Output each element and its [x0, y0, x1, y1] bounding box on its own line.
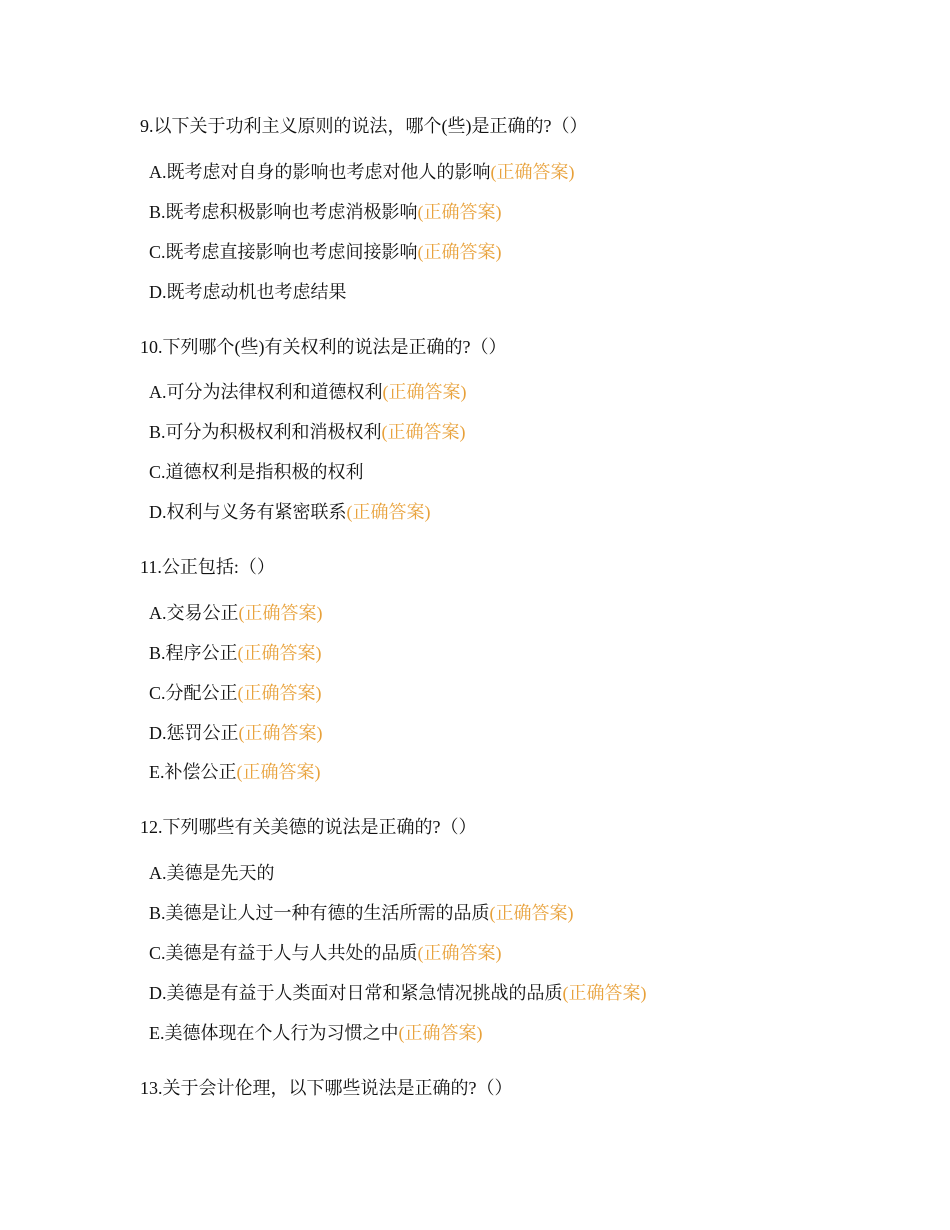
option-text: C.美德是有益于人与人共处的品质: [149, 943, 418, 963]
question-13-stem: 13.关于会计伦理，以下哪些说法是正确的?（）: [140, 1078, 513, 1098]
option-text: D.惩罚公正: [149, 723, 239, 743]
question-12-option-e: [149, 1022, 483, 1044]
correct-answer-mark: (正确答案): [381, 422, 466, 442]
correct-answer-mark: (正确答案): [238, 723, 323, 743]
question-10-option-a: [149, 381, 467, 403]
question-9-stem: 9.以下关于功利主义原则的说法，哪个(些)是正确的?（）: [140, 116, 588, 136]
option-text: A.既考虑对自身的影响也考虑对他人的影响: [149, 162, 491, 182]
option-text: B.程序公正: [149, 643, 238, 663]
question-11-option-d: [149, 722, 323, 744]
question-9-option-b: [149, 201, 502, 223]
question-10-option-c: [149, 461, 364, 483]
question-12-option-a: [149, 862, 275, 884]
correct-answer-mark: (正确答案): [237, 683, 322, 703]
question-11-option-b: [149, 642, 322, 664]
question-10-option-b: [149, 421, 466, 443]
option-text: C.道德权利是指积极的权利: [149, 462, 364, 482]
question-10-stem: 10.下列哪个(些)有关权利的说法是正确的?（）: [140, 337, 507, 357]
correct-answer-mark: (正确答案): [417, 943, 502, 963]
option-text: B.可分为积极权利和消极权利: [149, 422, 382, 442]
question-11-option-a: [149, 602, 323, 624]
option-text: B.美德是让人过一种有德的生活所需的品质: [149, 903, 490, 923]
option-text: D.既考虑动机也考虑结果: [149, 282, 347, 302]
question-12-option-c: [149, 942, 502, 964]
option-text: B.既考虑积极影响也考虑消极影响: [149, 202, 418, 222]
option-text: A.美德是先天的: [149, 863, 275, 883]
question-11-option-c: [149, 682, 322, 704]
option-text: C.既考虑直接影响也考虑间接影响: [149, 242, 418, 262]
correct-answer-mark: (正确答案): [562, 983, 647, 1003]
option-text: D.美德是有益于人类面对日常和紧急情况挑战的品质: [149, 983, 563, 1003]
question-11-option-e: [149, 761, 321, 783]
correct-answer-mark: (正确答案): [346, 502, 431, 522]
option-text: A.可分为法律权利和道德权利: [149, 382, 383, 402]
option-text: D.权利与义务有紧密联系: [149, 502, 347, 522]
option-text: E.美德体现在个人行为习惯之中: [149, 1023, 399, 1043]
correct-answer-mark: (正确答案): [236, 762, 321, 782]
correct-answer-mark: (正确答案): [489, 903, 574, 923]
correct-answer-mark: (正确答案): [398, 1023, 483, 1043]
correct-answer-mark: (正确答案): [382, 382, 467, 402]
correct-answer-mark: (正确答案): [490, 162, 575, 182]
correct-answer-mark: (正确答案): [238, 603, 323, 623]
correct-answer-mark: (正确答案): [237, 643, 322, 663]
question-12-stem: 12.下列哪些有关美德的说法是正确的?（）: [140, 817, 477, 837]
question-10-option-d: [149, 501, 431, 523]
question-9-option-c: [149, 241, 502, 263]
question-12-option-b: [149, 902, 574, 924]
option-text: A.交易公正: [149, 603, 239, 623]
question-11-stem: 11.公正包括:（）: [140, 557, 275, 577]
question-9-option-a: [149, 161, 575, 183]
question-9-option-d: [149, 281, 347, 303]
option-text: E.补偿公正: [149, 762, 237, 782]
correct-answer-mark: (正确答案): [417, 202, 502, 222]
option-text: C.分配公正: [149, 683, 238, 703]
correct-answer-mark: (正确答案): [417, 242, 502, 262]
question-12-option-d: [149, 982, 647, 1004]
